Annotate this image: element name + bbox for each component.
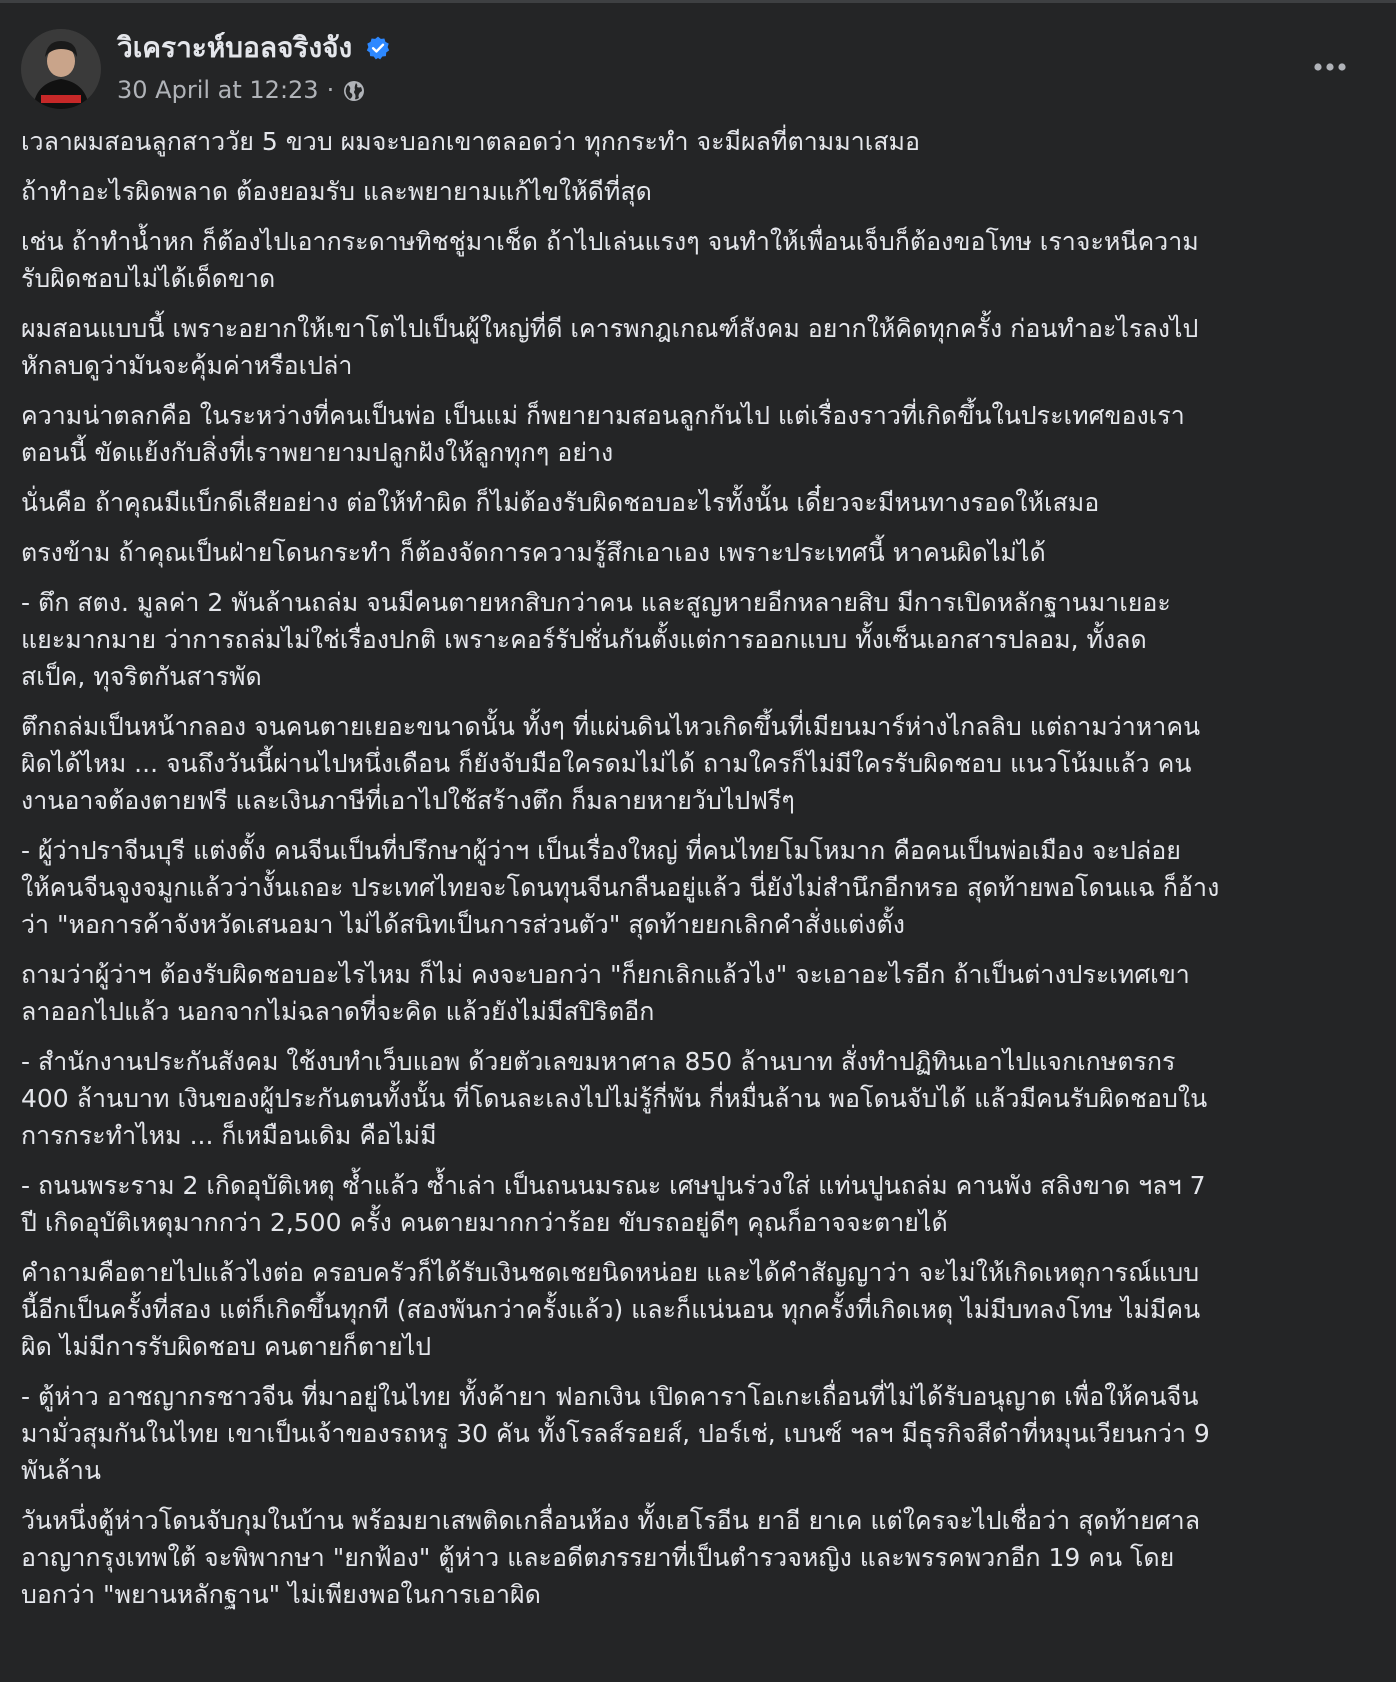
post-timestamp[interactable]: 30 April at 12:23 <box>117 76 319 104</box>
avatar-portrait-icon <box>21 29 101 109</box>
verified-badge-icon <box>365 35 391 61</box>
post-paragraph <box>21 484 1381 521</box>
paragraph-line: อาญากรุงเทพใต้ จะพิพากษา "ยกฟ้อง" ตู้ห่าว และอดีตภรรยาที่เป็นตำรวจหญิง และพรรคพวกอีก 19 คน โดย <box>21 1543 1175 1572</box>
paragraph-line: เช่น ถ้าทำน้ำหก ก็ต้องไปเอากระดาษทิชชู่มาเช็ด ถ้าไปเล่นแรงๆ จนทำให้เพื่อนเจ็บก็ต้องขอโทษ เราจะหนีความ <box>21 227 1199 256</box>
paragraph-line: แยะมากมาย ว่าการถล่มไม่ใช่เรื่องปกติ เพราะคอร์รัปชั่นกันตั้งแต่การออกแบบ ทั้งเซ็นเอกสารปลอม, ทั้งลด <box>21 625 1147 654</box>
post-paragraph <box>21 1254 1381 1365</box>
more-options-button[interactable] <box>1310 57 1350 77</box>
post-paragraph <box>21 310 1381 384</box>
post-text <box>21 123 1381 1626</box>
post-paragraph <box>21 123 1381 160</box>
paragraph-line: ตึกถล่มเป็นหน้ากลอง จนคนตายเยอะขนาดนั้น ทั้งๆ ที่แผ่นดินไหวเกิดขึ้นที่เมียนมาร์ห่างไกลลิบ แต่ถามว่าหาคน <box>21 712 1201 741</box>
paragraph-line: - ตู้ห่าว อาชญากรชาวจีน ที่มาอยู่ในไทย ทั้งค้ายา ฟอกเงิน เปิดคาราโอเกะเถื่อนที่ไม่ได้รับอนุญาต เพื่อให้คนจีน <box>21 1382 1199 1411</box>
paragraph-line: ให้คนจีนจูงจมูกแล้วว่างั้นเถอะ ประเทศไทยจะโดนทุนจีนกลืนอยู่แล้ว นี่ยังไม่สำนึกอีกหรอ สุดท้ายพอโดนแฉ ก็อ้าง <box>21 873 1220 902</box>
author-block <box>117 29 391 107</box>
post-paragraph <box>21 1502 1381 1613</box>
more-options-icon <box>1310 57 1350 77</box>
author-avatar[interactable] <box>21 29 101 109</box>
post-paragraph <box>21 1378 1381 1489</box>
paragraph-line: - ผู้ว่าปราจีนบุรี แต่งตั้ง คนจีนเป็นที่ปรึกษาผู้ว่าฯ เป็นเรื่องใหญ่ ที่คนไทยโมโหมาก คือคนเป็นพ่อเมือง จะปล่อย <box>21 836 1181 865</box>
post-meta <box>117 73 391 107</box>
post-paragraph <box>21 1167 1381 1241</box>
paragraph-line: หักลบดูว่ามันจะคุ้มค่าหรือเปล่า <box>21 351 353 380</box>
paragraph-line: ผิด ไม่มีการรับผิดชอบ คนตายก็ตายไป <box>21 1332 432 1361</box>
paragraph-line: เวลาผมสอนลูกสาววัย 5 ขวบ ผมจะบอกเขาตลอดว่า ทุกกระทำ จะมีผลที่ตามมาเสมอ <box>21 127 921 156</box>
paragraph-line: ตรงข้าม ถ้าคุณเป็นฝ่ายโดนกระทำ ก็ต้องจัดการความรู้สึกเอาเอง เพราะประเทศนี้ หาคนผิดไม่ได้ <box>21 538 1046 567</box>
paragraph-line: ผมสอนแบบนี้ เพราะอยากให้เขาโตไปเป็นผู้ใหญ่ที่ดี เคารพกฎเกณฑ์สังคม อยากให้คิดทุกครั้ง ก่อนทำอะไรลงไป <box>21 314 1199 343</box>
paragraph-line: ตอนนี้ ขัดแย้งกับสิ่งที่เราพยายามปลูกฝังให้ลูกทุกๆ อย่าง <box>21 438 614 467</box>
paragraph-line: ลาออกไปแล้ว นอกจากไม่ฉลาดที่จะคิด แล้วยังไม่มีสปิริตอีก <box>21 997 655 1026</box>
paragraph-line: มามั่วสุมกันในไทย เขาเป็นเจ้าของรถหรู 30 คัน ทั้งโรลส์รอยส์, ปอร์เช่, เบนซ์ ฯลฯ มีธุรกิจสีดำที่หมุนเวียนกว่า 9 <box>21 1419 1210 1448</box>
author-name[interactable]: วิเคราะห์บอลจริงจัง <box>117 31 353 64</box>
paragraph-line: ถ้าทำอะไรผิดพลาด ต้องยอมรับ และพยายามแก้ไขให้ดีที่สุด <box>21 177 652 206</box>
paragraph-line: คำถามคือตายไปแล้วไงต่อ ครอบครัวก็ได้รับเงินชดเชยนิดหน่อย และได้คำสัญญาว่า จะไม่ให้เกิดเหตุการณ์แบบ <box>21 1258 1200 1287</box>
paragraph-line: ความน่าตลกคือ ในระหว่างที่คนเป็นพ่อ เป็นแม่ ก็พยายามสอนลูกกันไป แต่เรื่องราวที่เกิดขึ้นในประเทศของเรา <box>21 401 1185 430</box>
post-paragraph <box>21 956 1381 1030</box>
paragraph-line: - สำนักงานประกันสังคม ใช้งบทำเว็บแอพ ด้วยตัวเลขมหาศาล 850 ล้านบาท สั่งทำปฏิทินเอาไปแจกเกษตรกร <box>21 1047 1176 1076</box>
paragraph-line: บอกว่า "พยานหลักฐาน" ไม่เพียงพอในการเอาผิด <box>21 1580 541 1609</box>
paragraph-line: ว่า "หอการค้าจังหวัดเสนอมา ไม่ได้สนิทเป็นการส่วนตัว" สุดท้ายยกเลิกคำสั่งแต่งตั้ง <box>21 910 905 939</box>
paragraph-line: สเป็ค, ทุจริตกันสารพัด <box>21 662 262 691</box>
post-paragraph <box>21 534 1381 571</box>
post-paragraph <box>21 708 1381 819</box>
paragraph-line: ปี เกิดอุบัติเหตุมากกว่า 2,500 ครั้ง คนตายมากกว่าร้อย ขับรถอยู่ดีๆ คุณก็อาจจะตายได้ <box>21 1208 948 1237</box>
post-paragraph <box>21 397 1381 471</box>
post-paragraph <box>21 1043 1381 1154</box>
paragraph-line: - ตึก สตง. มูลค่า 2 พันล้านถล่ม จนมีคนตายหกสิบกว่าคน และสูญหายอีกหลายสิบ มีการเปิดหลักฐานมาเยอะ <box>21 588 1171 617</box>
post-header <box>21 29 1372 113</box>
paragraph-line: 400 ล้านบาท เงินของผู้ประกันตนทั้งนั้น ที่โดนละเลงไปไม่รู้กี่พัน กี่หมื่นล้าน พอโดนจับได้ แล้วมีคนรับผิดชอบใน <box>21 1084 1208 1113</box>
paragraph-line: วันหนึ่งตู้ห่าวโดนจับกุมในบ้าน พร้อมยาเสพติดเกลื่อนห้อง ทั้งเฮโรอีน ยาอี ยาเค แต่ใครจะไปเชื่อว่า สุดท้ายศาล <box>21 1506 1201 1535</box>
paragraph-line: รับผิดชอบไม่ได้เด็ดขาด <box>21 264 276 293</box>
paragraph-line: - ถนนพระราม 2 เกิดอุบัติเหตุ ซ้ำแล้ว ซ้ำเล่า เป็นถนนมรณะ เศษปูนร่วงใส่ แท่นปูนถล่ม คานพัง สลิงขาด ฯลฯ 7 <box>21 1171 1206 1200</box>
paragraph-line: การกระทำไหม ... ก็เหมือนเดิม คือไม่มี <box>21 1121 437 1150</box>
paragraph-line: นั่นคือ ถ้าคุณมีแบ็กดีเสียอย่าง ต่อให้ทำผิด ก็ไม่ต้องรับผิดชอบอะไรทั้งนั้น เดี๋ยวจะมีหนทางรอดให้เสมอ <box>21 488 1100 517</box>
post-paragraph <box>21 832 1381 943</box>
meta-separator: · <box>326 76 335 104</box>
paragraph-line: นี้อีกเป็นครั้งที่สอง แต่ก็เกิดขึ้นทุกที (สองพันกว่าครั้งแล้ว) และก็แน่นอน ทุกครั้งที่เกิดเหตุ ไม่มีบทลงโทษ ไม่มีคน <box>21 1295 1201 1324</box>
paragraph-line: งานอาจต้องตายฟรี และเงินภาษีที่เอาไปใช้สร้างตึก ก็มลายหายวับไปฟรีๆ <box>21 786 795 815</box>
post-paragraph <box>21 584 1381 695</box>
paragraph-line: พันล้าน <box>21 1456 102 1485</box>
post-paragraph <box>21 173 1381 210</box>
globe-icon[interactable] <box>342 78 366 102</box>
paragraph-line: ถามว่าผู้ว่าฯ ต้องรับผิดชอบอะไรไหม ก็ไม่ คงจะบอกว่า "ก็ยกเลิกแล้วไง" จะเอาอะไรอีก ถ้าเป็นต่างประเทศเขา <box>21 960 1190 989</box>
paragraph-line: ผิดได้ไหม ... จนถึงวันนี้ผ่านไปหนึ่งเดือน ก็ยังจับมือใครดมไม่ได้ ถามใครก็ไม่มีใครรับผิดชอบ แนวโน้มแล้ว คน <box>21 749 1192 778</box>
post-paragraph <box>21 223 1381 297</box>
